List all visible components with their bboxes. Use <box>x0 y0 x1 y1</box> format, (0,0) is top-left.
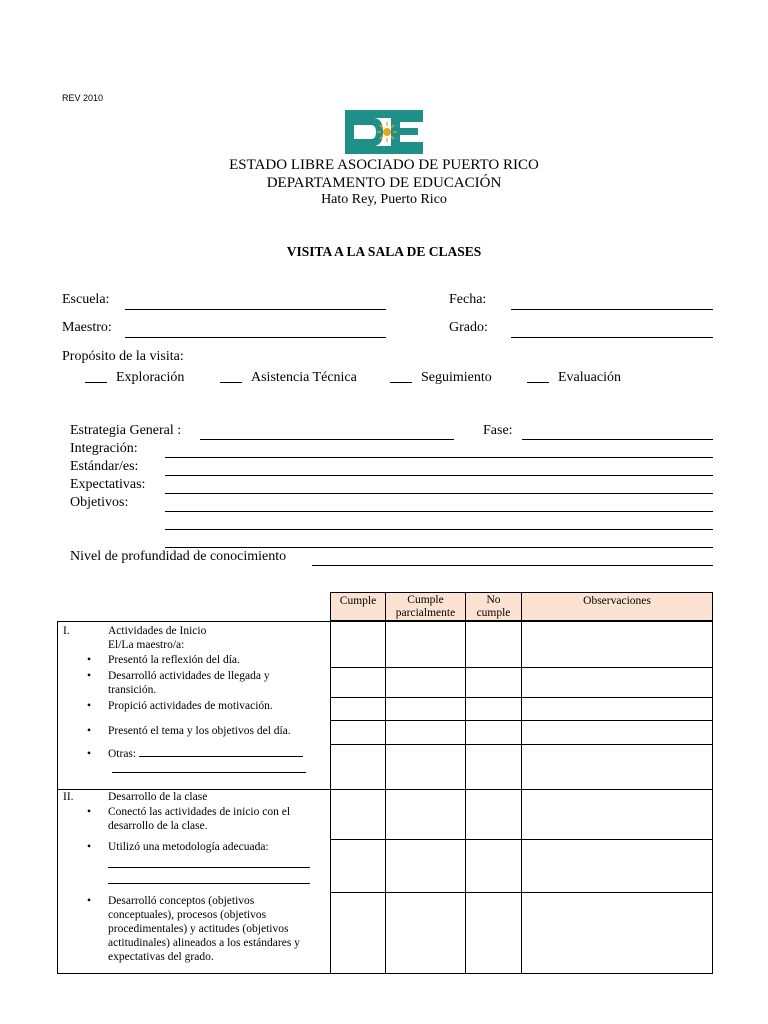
section-1-subtitle: El/La maestro/a: <box>108 639 185 651</box>
fase-field[interactable] <box>522 439 713 440</box>
estrategia-label: Estrategia General : <box>70 423 182 438</box>
otras-field[interactable] <box>139 756 303 757</box>
list-item: • Desarrolló conceptos (objetivos conceptuales), procesos (objetivos procedimentales) y actitudes (objetivos actitudinales) alineados a los estándares y expectativas del grado. <box>108 894 323 964</box>
section-1-number: I. <box>63 625 70 637</box>
estrategia-field[interactable] <box>200 439 454 440</box>
estandares-label: Estándar/es: <box>70 459 139 474</box>
list-item: • Propició actividades de motivación. <box>108 699 318 713</box>
col-header-cumple-parcialmente: Cumple parcialmente <box>385 592 466 621</box>
metodologia-field-1[interactable] <box>108 867 310 868</box>
col-header-no-cumple: No cumple <box>465 592 522 621</box>
list-item: • Presentó el tema y los objetivos del día. <box>108 724 323 738</box>
grado-label: Grado: <box>449 320 488 335</box>
nivel-field[interactable] <box>312 565 713 566</box>
header-line-3: Hato Rey, Puerto Rico <box>321 192 447 207</box>
purpose-seguimiento[interactable]: Seguimiento <box>390 370 492 386</box>
proposito-label: Propósito de la visita: <box>62 349 184 364</box>
list-item: • Utilizó una metodología adecuada: <box>108 840 318 854</box>
purpose-blank[interactable] <box>85 382 107 383</box>
otras-field-2[interactable] <box>112 772 306 773</box>
metodologia-field-2[interactable] <box>108 883 310 884</box>
list-item: • Conectó las actividades de inicio con el desarrollo de la clase. <box>108 805 316 833</box>
fecha-field[interactable] <box>511 309 713 310</box>
maestro-label: Maestro: <box>62 320 112 335</box>
purpose-asistencia[interactable]: Asistencia Técnica <box>220 370 357 386</box>
header-line-2: DEPARTAMENTO DE EDUCACIÓN <box>266 175 502 191</box>
purpose-blank[interactable] <box>220 382 242 383</box>
estandares-field[interactable] <box>165 475 713 476</box>
purpose-evaluacion[interactable]: Evaluación <box>527 370 621 386</box>
integracion-label: Integración: <box>70 441 138 456</box>
objetivos-field-2[interactable] <box>165 529 713 530</box>
evaluation-table <box>57 621 713 974</box>
list-item: • Otras: <box>108 747 303 761</box>
purpose-blank[interactable] <box>390 382 412 383</box>
integracion-field[interactable] <box>165 457 713 458</box>
purpose-exploracion[interactable]: Exploración <box>85 370 184 386</box>
list-item: • Desarrolló actividades de llegada y transición. <box>108 669 308 697</box>
expectativas-label: Expectativas: <box>70 477 146 492</box>
list-item: • Presentó la reflexión del día. <box>108 653 318 667</box>
department-logo <box>343 108 425 156</box>
objetivos-field-3[interactable] <box>165 547 713 548</box>
section-1-title: Actividades de Inicio <box>108 625 207 637</box>
escuela-label: Escuela: <box>62 292 110 307</box>
grado-field[interactable] <box>511 337 713 338</box>
fecha-label: Fecha: <box>449 292 487 307</box>
col-header-cumple: Cumple <box>330 592 386 621</box>
objetivos-field-1[interactable] <box>165 511 713 512</box>
expectativas-field[interactable] <box>165 493 713 494</box>
purpose-blank[interactable] <box>527 382 549 383</box>
section-2-number: II. <box>63 791 74 803</box>
col-header-observaciones: Observaciones <box>521 592 713 621</box>
section-2-title: Desarrollo de la clase <box>108 791 208 803</box>
maestro-field[interactable] <box>125 337 386 338</box>
revision-label: REV 2010 <box>62 93 104 103</box>
escuela-field[interactable] <box>125 309 386 310</box>
header-line-1: ESTADO LIBRE ASOCIADO DE PUERTO RICO <box>229 157 539 173</box>
fase-label: Fase: <box>483 423 513 438</box>
objetivos-label: Objetivos: <box>70 495 129 510</box>
nivel-label: Nivel de profundidad de conocimiento <box>70 549 287 564</box>
form-title: VISITA A LA SALA DE CLASES <box>286 244 482 259</box>
